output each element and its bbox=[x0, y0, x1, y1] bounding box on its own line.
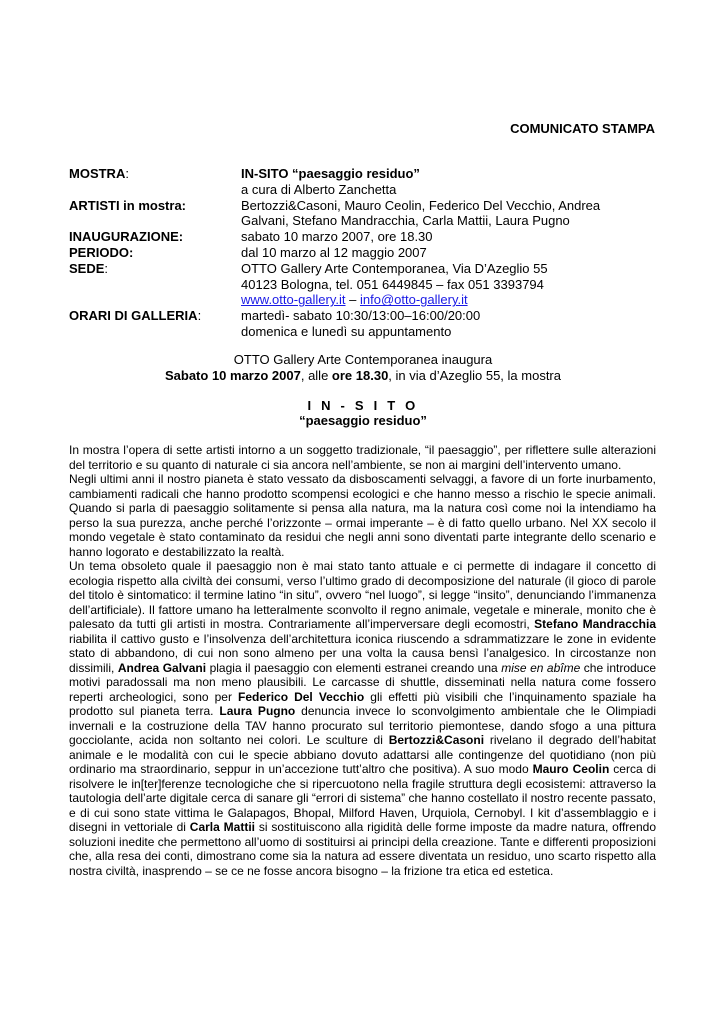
artist-name: Mauro Ceolin bbox=[532, 762, 610, 776]
paragraph: Un tema obsoleto quale il paesaggio non è mai stato tanto attuale e ci permette di indagare il concetto di ecologia rispetto alla civiltà dei consumi, verso l’ultimo grado di decomposizione del naturale (il gioco di parole del titolo è sintomatico: il termine latino “in situ”, ovvero “nel luogo”, si legge “insito”, denunciando l’immanenza dell’artificiale). Il fattore umano ha letteralmente sconvolto il regno animale, vegetale e minerale, monito che è palesato da tutti gli artisti in mostra. Contrariamente all’imperversare degli ecomostri, Stefano Mandracchia riabilita il cattivo gusto e l’insolvenza dell’architettura iconica riuscendo a sdrammatizzare le zone in evidente stato di abbandono, di cui non sono almeno per una volta la causa bensì l’analgesico. In circostanze non dissimili, Andrea Galvani plagia il paesaggio con elementi estranei creando una mise en abîme che introduce motivi paradossali ma non meno plausibili. Le carcasse di shuttle, disseminati nella natura come fossero reperti archeologici, sono per Federico Del Vecchio gli effetti più visibili che l’inquinamento spaziale ha prodotto sul pianeta terra. Laura Pugno denuncia invece lo sconvolgimento ambientale che le Olimpiadi invernali e la costruzione della TAV hanno procurato sul territorio piemontese, dando sfogo a una pittura gocciolante, acida non soltanto nei colori. Le sculture di Bertozzi&Casoni rivelano il degrado dell’habitat animale e le modalità con cui le specie abbiano dovuto adattarsi alle contingenze del quotidiano (non più ordinario ma straordinario, seppur in un’accezione tutt’altro che positiva). A suo modo Mauro Ceolin cerca di risolvere le in[ter]ferenze tecnologiche che si ripercuotono nella fragile struttura degli ecosistemi: attraverso la tautologia dell’arte digitale cerca di sanare gli “errori di sistema” che hanno costellato il nostro recente passato, e di cui sono state vittima le Galapagos, Bhopal, Milford Haven, Urquiola, Cernobyl. I kit d’assemblaggio e i disegni in vettoriale di Carla Mattii si sostituiscono alla rigidità delle forme imposte da madre natura, offrendo soluzioni inedite che permettono all’uomo di sostituirsi ai principi della creazione. Tante e differenti proposizioni che, alla resa dei conti, dimostrano come sia la natura ad essere diventata un residuo, uno scarto rispetto alla nostra civiltà, inasprendo – se ce ne fosse ancora bisogno – la frizione tra etica ed estetica. bbox=[69, 559, 657, 878]
info-value: martedì- sabato 10:30/13:00–16:00/20:00 domenica e lunedì su appuntamento bbox=[241, 308, 481, 339]
email-link[interactable]: info@otto-gallery.it bbox=[359, 292, 468, 308]
press-release-body bbox=[69, 443, 656, 878]
info-row-mostra bbox=[69, 166, 657, 198]
info-label: SEDE: bbox=[69, 260, 109, 276]
info-row-periodo bbox=[69, 245, 657, 261]
info-label: ORARI DI GALLERIA: bbox=[69, 308, 202, 324]
curator: a cura di Alberto Zanchetta bbox=[241, 181, 397, 197]
artist-name: Bertozzi&Casoni bbox=[388, 733, 485, 747]
info-label: INAUGURAZIONE: bbox=[69, 229, 184, 245]
artist-name: Andrea Galvani bbox=[117, 660, 207, 675]
info-row-artisti bbox=[69, 198, 657, 230]
info-row-inaugurazione bbox=[69, 229, 657, 245]
info-row-sede bbox=[69, 261, 657, 308]
info-value: Bertozzi&Casoni, Mauro Ceolin, Federico Del Vecchio, Andrea Galvani, Stefano Mandracchia, Carla Mattii, Laura Pugno bbox=[241, 197, 601, 229]
artist-name: Carla Mattii bbox=[189, 820, 255, 834]
intro-line: OTTO Gallery Arte Contemporanea inaugura bbox=[233, 352, 493, 367]
info-value: sabato 10 marzo 2007, ore 18.30 bbox=[241, 229, 433, 245]
info-value: OTTO Gallery Arte Contemporanea, Via D’Azeglio 55 40123 Bologna, tel. 051 6449845 – fax 051 3393794 www.otto-gallery.it – info@otto-gallery.it bbox=[241, 260, 548, 308]
intro-date-line: Sabato 10 marzo 2007, alle ore 18.30, in via d’Azeglio 55, la mostra bbox=[164, 368, 561, 383]
info-value bbox=[241, 166, 657, 198]
info-label: PERIODO: bbox=[69, 244, 134, 260]
exhibition-title: IN-SITO “paesaggio residuo” bbox=[241, 166, 420, 181]
exhibition-name: I N - S I T O bbox=[307, 398, 419, 413]
website-link[interactable]: www.otto-gallery.it bbox=[241, 292, 346, 308]
info-label: ARTISTI in mostra: bbox=[69, 197, 187, 213]
paragraph: In mostra l’opera di sette artisti intorno a un soggetto tradizionale, “il paesaggio”, per riflettere sulle alterazioni del territorio e su quanto di naturale ci sia ancora nell’ambiente, se non ai margini dell’intervento umano. bbox=[69, 443, 656, 472]
info-value: dal 10 marzo al 12 maggio 2007 bbox=[241, 244, 427, 260]
artist-name: Federico Del Vecchio bbox=[238, 689, 365, 704]
exhibition-subtitle: “paesaggio residuo” bbox=[299, 413, 427, 428]
paragraph: Negli ultimi anni il nostro pianeta è stato vessato da disboscamenti selvaggi, a favore di un forte inurbamento, cambiamenti radicali che hanno prodotto scompensi ecologici e che hanno messo a rischio le specie animali. Quando si parla di paesaggio solitamente si pensa alla natura, ma la natura così come noi la intendiamo ha perso la sua purezza, anche perché l’orizzonte – ormai imperante – è di fatto quello urbano. Nel XX secolo il mondo vegetale è stato contaminato da residui che negli anni sono diventati parte integrante dello scenario e hanno logorato e destabilizzato la realtà. bbox=[69, 472, 656, 559]
info-row-orari bbox=[69, 308, 657, 340]
document-heading: COMUNICATO STAMPA bbox=[510, 121, 655, 136]
artist-name: Stefano Mandracchia bbox=[534, 617, 656, 631]
artist-name: Laura Pugno bbox=[219, 704, 296, 718]
info-block bbox=[69, 166, 657, 340]
info-label: MOSTRA: bbox=[69, 166, 129, 181]
